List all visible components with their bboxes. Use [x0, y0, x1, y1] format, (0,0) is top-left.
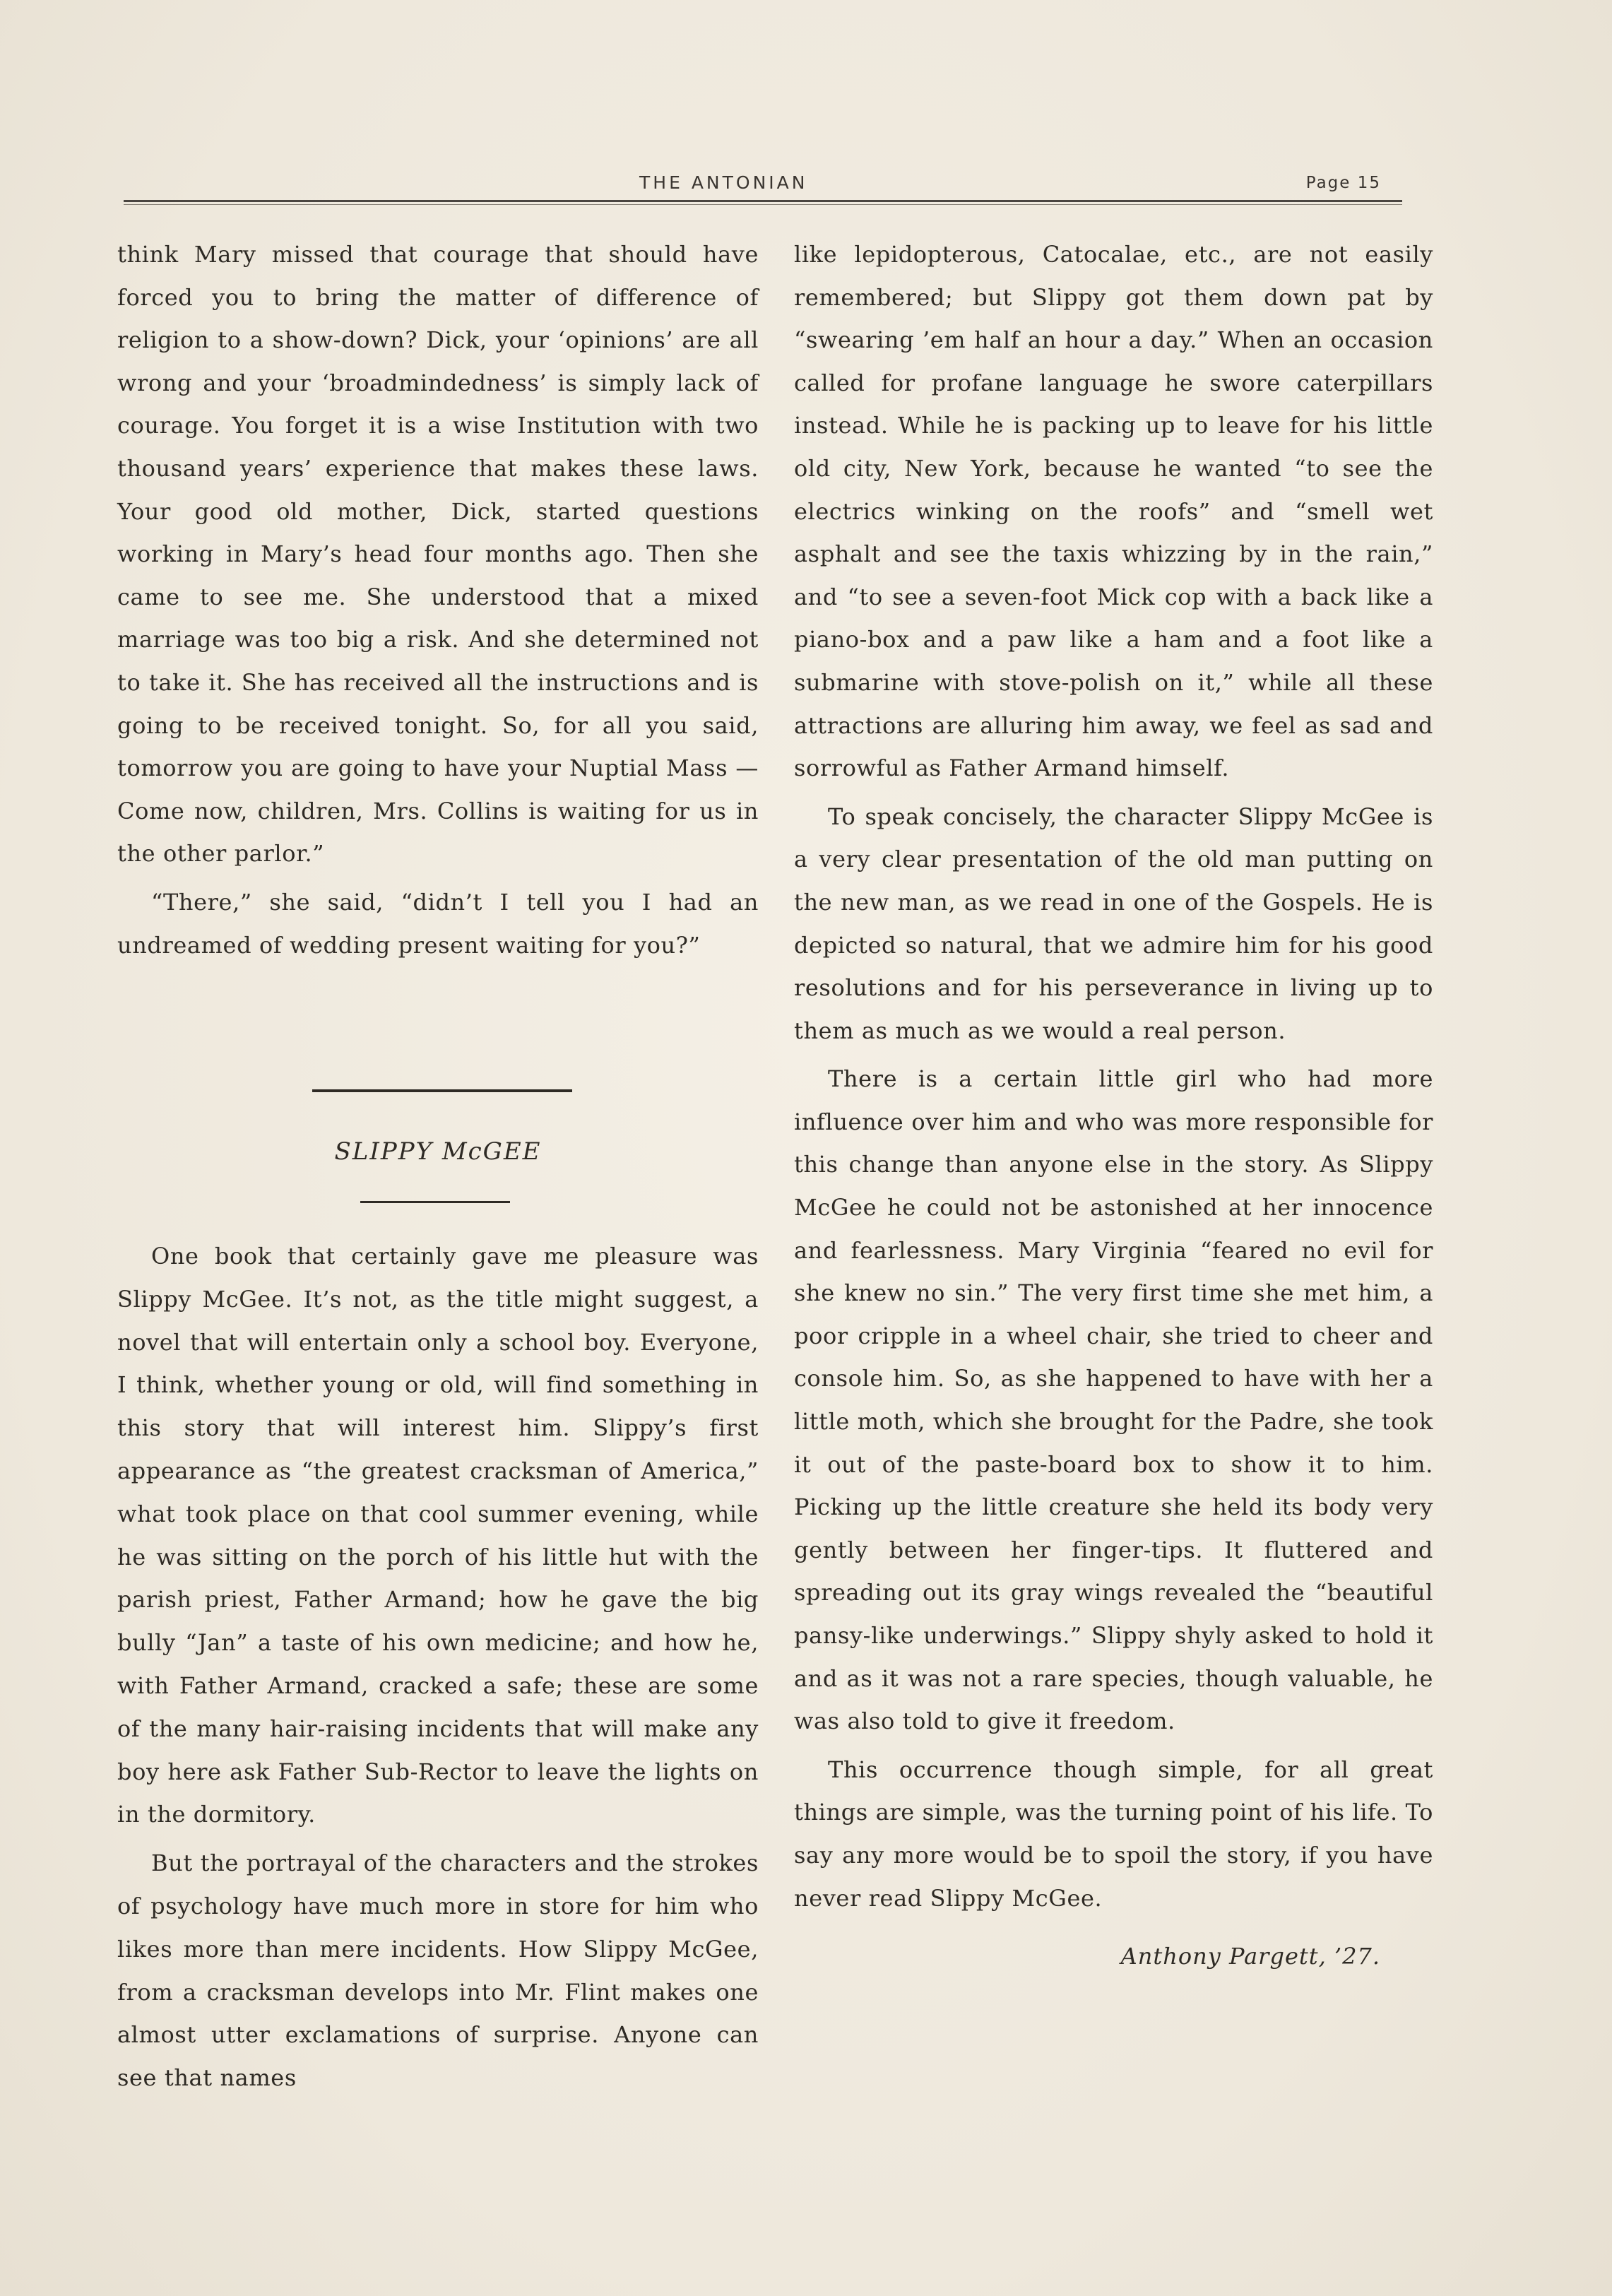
review-paragraph: This occurrence though simple, for all great things are simple, was the turning point of his life. To say any more would be to spoil the story, if you have never read Slippy McGee.: [794, 1756, 1433, 1912]
review-paragraph: like lepidopterous, Catocalae, etc., are not easily remembered; but Slippy got them down pat by “swearing ’em half an hour a day.” When an occasion called for profane language he swore caterpillars instead. While he is packing up to leave for his little old city, New York, because he wanted “to see the electrics winking on the roofs” and “smell wet asphalt and see the taxis whizzing by in the rain,” and “to see a seven-foot Mick cop with a back like a piano-box and a paw like a ham and a foot like a submarine with stove-polish on it,” while all these attractions are alluring him away, we feel as sad and sorrowful as Father Armand himself.: [794, 241, 1433, 782]
author-signature: Anthony Pargett, ’27.: [1120, 1943, 1380, 1970]
header-rule-secondary: [124, 204, 1402, 205]
review-paragraph: To speak concisely, the character Slippy McGee is a very clear presentation of the old man putting on the new man, as we read in one of the Gospels. He is depicted so natural, that we admire him for his good resolutions and for his perseverance in living up to them as much as we would a real person.: [794, 803, 1433, 1044]
section-divider: [312, 1089, 572, 1092]
review-paragraph: There is a certain little girl who had more influence over him and who was more responsible for this change than anyone else in the story. As Slippy McGee he could not be astonished at her innocence and fearlessness. Mary Virginia “feared no evil for she knew no sin.” The very first time she met him, a poor cripple in a wheel chair, she tried to cheer and console him. So, as she happened to have with her a little moth, which she brought for the Padre, she took it out of the paste-board box to show it to him. Picking up the little creature she held its body very gently between her finger-tips. It fluttered and spreading out its gray wings revealed the “beautiful pansy-like underwings.” Slippy shyly asked to hold it and as it was not a rare species, though valuable, he was also told to give it freedom.: [794, 1065, 1433, 1735]
story-paragraph: think Mary missed that courage that should have forced you to bring the matter of difference of religion to a show-down? Dick, your ‘opinions’ are all wrong and your ‘broadmindedness’ is simply lack of courage. You forget it is a wise Institution with two thousand years’ experience that makes these laws. Your good old mother, Dick, started questions working in Mary’s head four months ago. Then she came to see me. She understood that a mixed marriage was too big a risk. And she determined not to take it. She has received all the instructions and is going to be received tonight. So, for all you said, tomorrow you are going to have your Nuptial Mass —Come now, children, Mrs. Collins is waiting for us in the other parlor.”: [117, 241, 759, 868]
left-column-story-end: [117, 233, 759, 966]
story-paragraph: “There,” she said, “didn’t I tell you I had an undreamed of wedding present waiting for you?”: [117, 888, 759, 959]
header-rule: [124, 200, 1402, 202]
running-header: [124, 172, 1402, 201]
review-title: SLIPPY McGEE: [334, 1137, 542, 1166]
review-left-column: [117, 1235, 759, 2100]
review-right-column: [794, 233, 1433, 1978]
title-underline: [360, 1201, 510, 1203]
publication-title: THE ANTONIAN: [639, 172, 808, 193]
review-paragraph: One book that certainly gave me pleasure was Slippy McGee. It’s not, as the title might suggest, a novel that will entertain only a school boy. Everyone, I think, whether young or old, will find something in this story that will interest him. Slippy’s first appearance as “the greatest cracksman of America,” what took place on that cool summer evening, while he was sitting on the porch of his little hut with the parish priest, Father Armand; how he gave the big bully “Jan” a taste of his own medicine; and how he, with Father Armand, cracked a safe; these are some of the many hair-raising incidents that will make any boy here ask Father Sub-Rector to leave the lights on in the dormitory.: [117, 1243, 759, 1828]
page-number: Page 15: [1305, 174, 1381, 192]
review-paragraph: But the portrayal of the characters and the strokes of psychology have much more in store for him who likes more than mere incidents. How Slippy McGee, from a cracksman develops into Mr. Flint makes one almost utter exclamations of surprise. Anyone can see that names: [117, 1850, 759, 2092]
